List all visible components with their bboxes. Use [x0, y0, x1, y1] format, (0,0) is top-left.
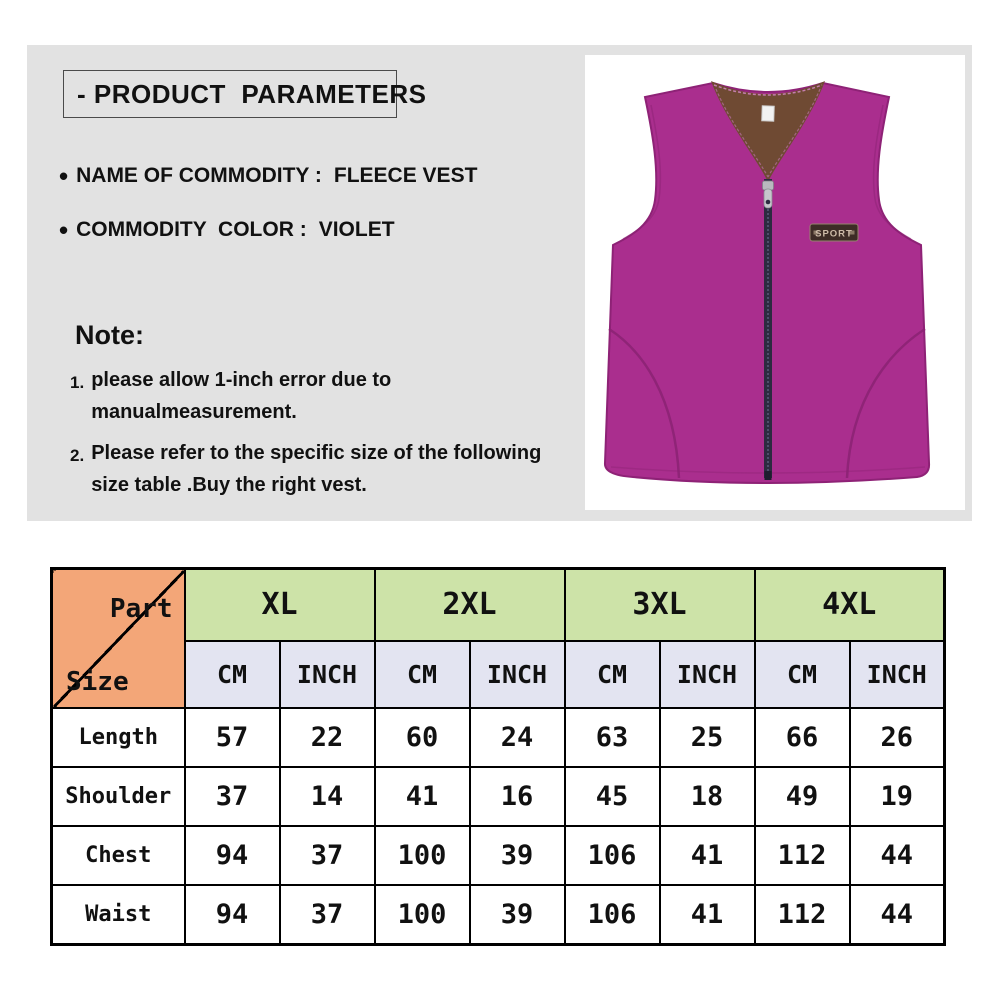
size-value-cell: 45: [565, 767, 660, 826]
note-line: Please refer to the specific size of the following: [91, 442, 542, 464]
table-row-shoulder: [52, 767, 945, 826]
spec-name-of-commodity: [59, 163, 477, 189]
sport-label-text: SPORT: [815, 228, 853, 240]
spec-value: FLEECE VEST: [333, 164, 478, 187]
size-value-cell: 100: [375, 826, 470, 885]
bullet-icon: •: [59, 215, 69, 245]
table-row-waist: [52, 885, 945, 944]
size-value-cell: 41: [375, 767, 470, 826]
size-value-cell: 39: [470, 885, 565, 944]
size-value-cell: 49: [755, 767, 850, 826]
size-value-cell: 60: [375, 708, 470, 767]
note-line: size table .Buy the right vest.: [91, 474, 367, 496]
size-value-cell: 25: [660, 708, 755, 767]
size-value-cell: 24: [470, 708, 565, 767]
zipper-pull-hole: [766, 200, 771, 205]
note-number: 2.: [70, 446, 85, 465]
row-label: Waist: [52, 885, 185, 944]
note-line: manualmeasurement.: [91, 401, 297, 423]
unit-header-cell: CM: [565, 641, 660, 708]
size-value-cell: 41: [660, 826, 755, 885]
note-number: 1.: [70, 373, 85, 392]
table-row-length: [52, 708, 945, 767]
bullet-icon: •: [59, 161, 69, 191]
size-header-3xl: 3XL: [565, 569, 755, 641]
spec-label: COMMODITY COLOR :: [76, 218, 307, 241]
section-title-box: [63, 70, 427, 118]
size-value-cell: 44: [850, 826, 945, 885]
size-table: [50, 567, 946, 946]
size-value-cell: 100: [375, 885, 470, 944]
size-value-cell: 106: [565, 885, 660, 944]
note-line: please allow 1-inch error due to: [91, 369, 392, 391]
unit-header-cell: INCH: [850, 641, 945, 708]
unit-header-cell: CM: [755, 641, 850, 708]
spec-commodity-color: [59, 217, 395, 243]
size-header-4xl: 4XL: [755, 569, 945, 641]
size-value-cell: 39: [470, 826, 565, 885]
spec-label: NAME OF COMMODITY :: [76, 164, 322, 187]
corner-part-label: Part: [109, 594, 173, 624]
size-header-row: [52, 569, 945, 641]
unit-header-row: [52, 641, 945, 708]
size-value-cell: 22: [280, 708, 375, 767]
table-row-chest: [52, 826, 945, 885]
size-header-2xl: 2XL: [375, 569, 565, 641]
row-label: Length: [52, 708, 185, 767]
size-value-cell: 26: [850, 708, 945, 767]
size-value-cell: 63: [565, 708, 660, 767]
corner-cell: [52, 569, 185, 709]
size-value-cell: 94: [185, 885, 280, 944]
page-title: - PRODUCT PARAMETERS: [77, 78, 427, 109]
corner-size-label: Size: [66, 667, 129, 697]
product-photo: [585, 55, 965, 510]
size-value-cell: 16: [470, 767, 565, 826]
size-value-cell: 14: [280, 767, 375, 826]
size-value-cell: 44: [850, 885, 945, 944]
size-value-cell: 37: [280, 826, 375, 885]
size-value-cell: 19: [850, 767, 945, 826]
spec-value: VIOLET: [318, 218, 395, 241]
sport-label: [810, 224, 858, 241]
size-value-cell: 112: [755, 826, 850, 885]
size-value-cell: 37: [185, 767, 280, 826]
size-value-cell: 57: [185, 708, 280, 767]
unit-header-cell: CM: [375, 641, 470, 708]
collar-tag: [762, 106, 775, 121]
note-title: Note:: [75, 320, 144, 350]
fleece-vest-image: [585, 55, 965, 510]
unit-header-cell: INCH: [470, 641, 565, 708]
zipper-pull: [764, 189, 772, 208]
size-value-cell: 18: [660, 767, 755, 826]
size-value-cell: 41: [660, 885, 755, 944]
zipper-bottom-stop: [765, 471, 772, 480]
size-header-xl: XL: [185, 569, 375, 641]
unit-header-cell: INCH: [280, 641, 375, 708]
unit-header-cell: INCH: [660, 641, 755, 708]
note-item-2: [70, 437, 541, 501]
size-value-cell: 66: [755, 708, 850, 767]
size-value-cell: 112: [755, 885, 850, 944]
size-value-cell: 106: [565, 826, 660, 885]
size-table-section: [50, 567, 946, 946]
size-value-cell: 37: [280, 885, 375, 944]
row-label: Chest: [52, 826, 185, 885]
row-label: Shoulder: [52, 767, 185, 826]
note-item-1: [70, 364, 391, 428]
unit-header-cell: CM: [185, 641, 280, 708]
size-value-cell: 94: [185, 826, 280, 885]
